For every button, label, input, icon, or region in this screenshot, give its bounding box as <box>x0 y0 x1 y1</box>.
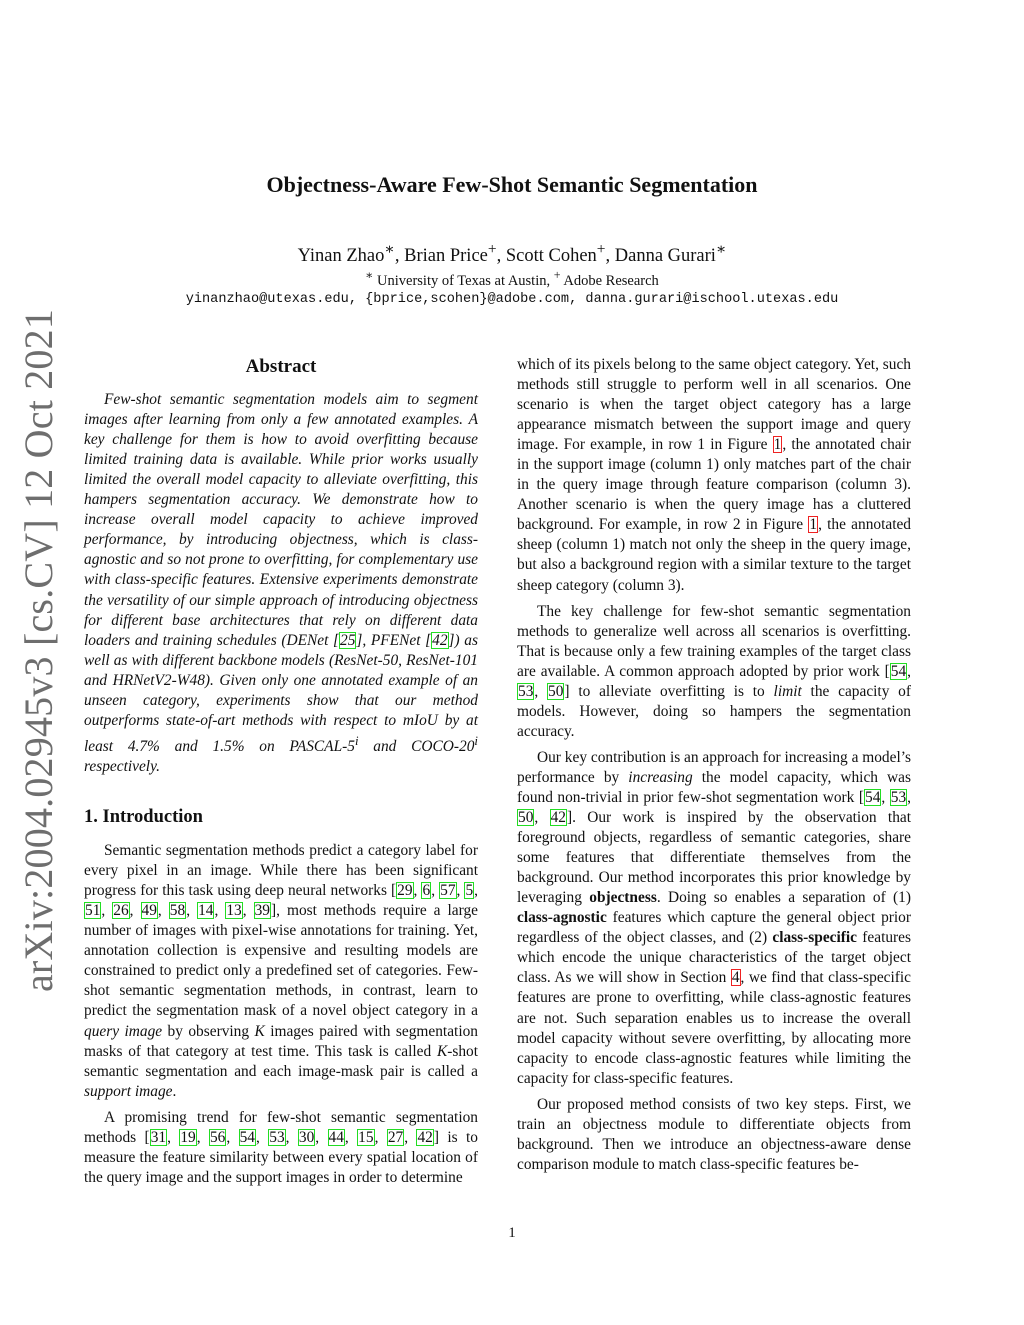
affiliation-marker: ∗ <box>365 268 374 282</box>
left-column <box>84 355 478 1194</box>
citation-link[interactable]: 15 <box>358 1128 374 1146</box>
citation-link[interactable]: 26 <box>113 902 129 920</box>
citation-link[interactable]: 54 <box>890 662 907 680</box>
abstract-body: Few-shot semantic segmentation models aim to segment images after learning from only a few annotated examples. A key challenge for them is how to avoid overfitting because limited training data is available. While prior works usually limited the overall model capacity to alleviate overfitting, this hampers segmentation accuracy. We demonstrate how to increase overall model capacity to achieve improved performance, by introducing objectness, which is class-agnostic and so not prone to overfitting, for complementary use with class-specific features. Extensive experiments demonstrate the versatility of our simple approach of introducing objectness for different base architectures that rely on different data loaders and training schedules (DENet [25], PFENet [42]) as well as with different backbone models (ResNet-50, ResNet-101 and HRNetV2-W48). Given only one annotated example of an unseen category, experiments show that our method outperforms state-of-art methods with respect to mIoU by at least 4.7% and 1.5% on PASCAL-5$^i$ and COCO-20$^i$ respectively. <box>84 391 478 776</box>
author-name: Yinan Zhao <box>297 246 385 267</box>
arxiv-identifier: arXiv:2004.02945v3 [cs.CV] 12 Oct 2021 <box>16 308 62 992</box>
citation-link[interactable]: 50 <box>518 809 534 827</box>
intro-paragraph-1: Semantic segmentation methods predict a category label for every pixel in an image. While there has been significant progress for this task using deep neural networks [29, 6, 57, 5, 51, 26, 49, 58, 14, 13, 39], most methods require a large number of images with pixel-wise annotations for training. Yet, annotation collection is expensive and resulting models are constrained to predict only a predefined set of categories. Few-shot semantic segmentation methods, in contrast, learn to predict the segmentation mask of a novel object category in a query image by observing K images paired with segmentation masks of that category at test time. This task is called K-shot semantic segmentation and each image-mask pair is called a support image. <box>84 842 479 1100</box>
page-number: 1 <box>508 1225 516 1241</box>
affiliation-marker: + <box>487 241 497 258</box>
affiliation-name: University of Texas at Austin, <box>373 272 554 289</box>
citation-link[interactable]: 31 <box>150 1128 167 1146</box>
section-heading-introduction: 1. Introduction <box>84 807 203 828</box>
intro-paragraph-4: Our key contribution is an approach for increasing a model’s performance by increasing the model capacity, which was found non-trivial in prior few-shot segmentation work [54, 53, 50, 42]. Our work is inspired by the observation that foreground objects, regardless of semantic categories, share some features that differentiate themselves from the background. Our method incorporates this prior knowledge by leveraging objectness. Doing so enables a separation of (1) class-agnostic features which capture the general object prior regardless of the object classes, and (2) class-specific features which encode the unique characteristics of the target object class. As we will show in Section 4, we find that class-specific features are prone to overfitting, while class-agnostic features are not. Such separation enables us to increase the overall model capacity without severe overfitting, by allocating more capacity to encode class-agnostic features while limiting the capacity for class-specific features. <box>517 748 911 1087</box>
author-emails: yinanzhao@utexas.edu, {bprice,scohen}@adobe.com, danna.gurari@ischool.utexas.edu <box>185 292 839 307</box>
citation-link[interactable]: 42 <box>432 631 448 649</box>
citation-link[interactable]: 29 <box>397 882 413 900</box>
citation-link[interactable]: 54 <box>239 1128 255 1146</box>
intro-paragraph-5: Our proposed method consists of two key steps. First, we train an objectness module to differentiate objects from background. Then we introduce an objectness-aware dense comparison module to match class-specific features be- <box>517 1095 911 1173</box>
citation-link[interactable]: 53 <box>518 682 534 700</box>
citation-link[interactable]: 19 <box>180 1128 196 1146</box>
citation-link[interactable]: 57 <box>440 882 456 900</box>
citation-link[interactable]: 25 <box>340 631 356 649</box>
affiliation-marker: ∗ <box>715 241 727 258</box>
citation-link[interactable]: 14 <box>198 902 214 920</box>
affiliation-name: Adobe Research <box>560 272 659 289</box>
citation-link[interactable]: 44 <box>328 1128 344 1146</box>
section-reference-link[interactable]: 4 <box>731 969 740 987</box>
citation-link[interactable]: 6 <box>422 882 431 900</box>
citation-link[interactable]: 49 <box>141 902 157 920</box>
citation-link[interactable]: 42 <box>417 1128 433 1146</box>
arxiv-side-stamp <box>12 308 66 992</box>
citation-link[interactable]: 53 <box>269 1128 285 1146</box>
affiliation-marker: + <box>596 241 606 258</box>
affiliation-marker: + <box>553 268 561 282</box>
citation-link[interactable]: 27 <box>387 1128 404 1146</box>
author-name: , Danna Gurari <box>605 246 716 267</box>
citation-link[interactable]: 58 <box>169 902 186 920</box>
citation-link[interactable]: 5 <box>465 882 474 900</box>
right-column <box>517 355 911 1181</box>
citation-link[interactable]: 13 <box>226 902 242 920</box>
author-list <box>80 240 944 267</box>
citation-link[interactable]: 54 <box>865 788 881 806</box>
intro-paragraph-2-continued: which of its pixels belong to the same object category. Yet, such methods still struggle to perform well in all scenarios. One scenario is when the target object category has a large appearance mismatch between the support image and query image. For example, in row 1 in Figure 1, the annotated chair in the support image (column 1) only matches part of the chair in the query image through feature comparison (column 3). Another scenario is when the query image has a cluttered background. For example, in row 2 in Figure 1, the annotated sheep (column 1) match not only the sheep in the query image, but also a background region with a similar texture to the target sheep category (column 3). <box>517 356 911 594</box>
affiliation-line <box>80 268 944 290</box>
citation-link[interactable]: 39 <box>254 902 270 920</box>
paper-title: Objectness-Aware Few-Shot Semantic Segmentation <box>266 172 758 197</box>
author-name: , Brian Price <box>394 246 488 267</box>
affiliation-marker: ∗ <box>384 241 395 258</box>
citation-link[interactable]: 30 <box>298 1128 315 1146</box>
figure-reference-link[interactable]: 1 <box>809 516 818 534</box>
intro-paragraph-2: A promising trend for few-shot semantic segmentation methods [31, 19, 56, 54, 53, 30, 44, 15, 27, 42] is to measure the feature similarity between every spatial location of the query image and the support images in order to determine <box>84 1108 478 1186</box>
citation-link[interactable]: 51 <box>85 902 101 920</box>
citation-link[interactable]: 56 <box>209 1128 226 1146</box>
citation-link[interactable]: 42 <box>550 809 566 827</box>
abstract-heading: Abstract <box>245 356 317 377</box>
citation-link[interactable]: 53 <box>890 788 907 806</box>
figure-reference-link[interactable]: 1 <box>773 436 782 454</box>
citation-link[interactable]: 50 <box>548 682 564 700</box>
intro-paragraph-3: The key challenge for few-shot semantic segmentation methods to generalize well across all scenarios is overfitting. That is because only a few training examples of the target class are available. A common approach adopted by prior work [54, 53, 50] to alleviate overfitting is to limit the capacity of models. However, doing so hampers the segmentation accuracy. <box>517 602 912 740</box>
author-name: , Scott Cohen <box>496 246 597 267</box>
